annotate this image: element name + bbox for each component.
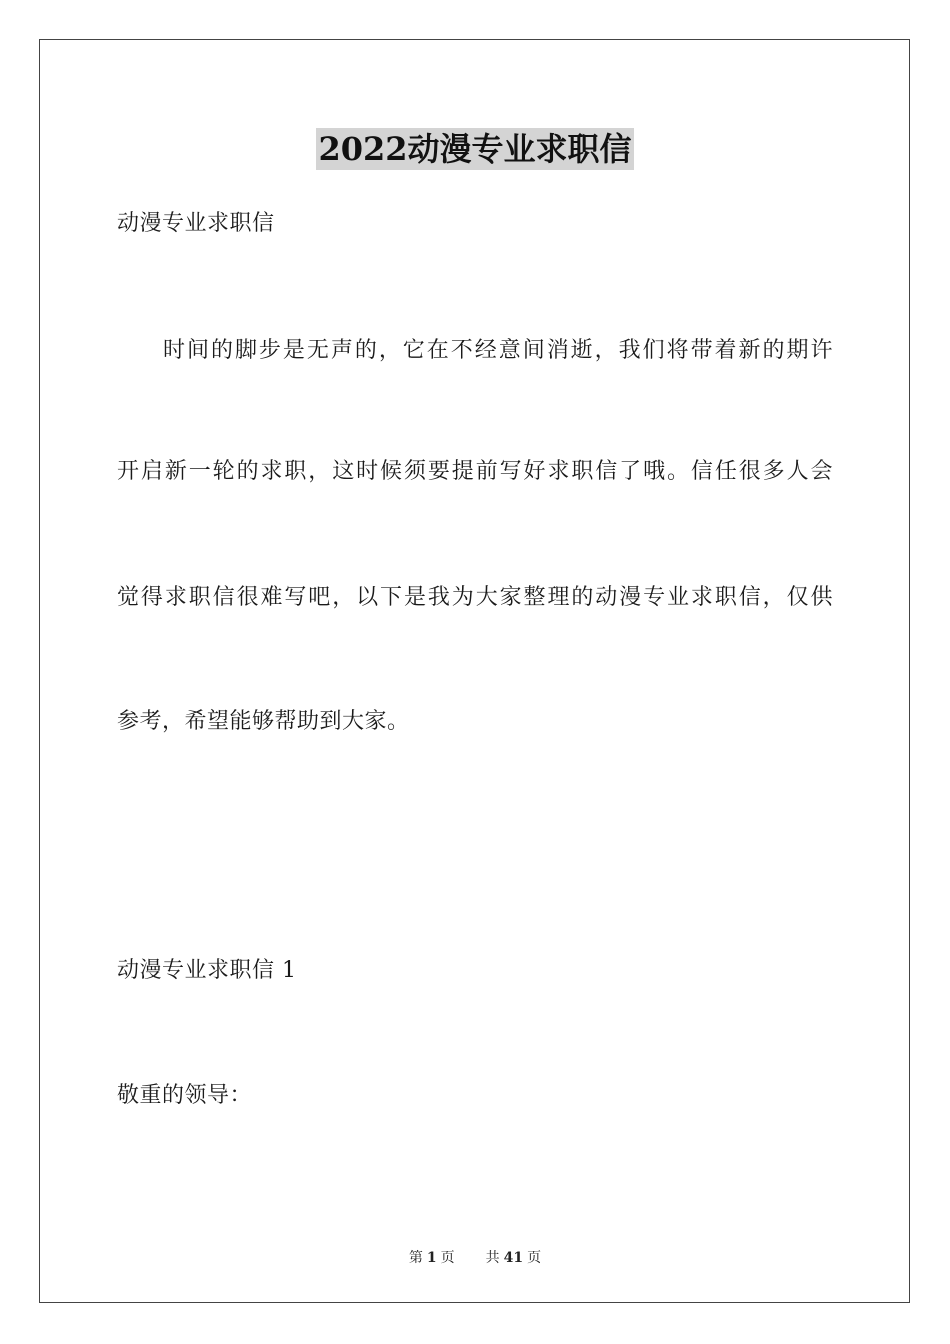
- title-wrap: [0, 128, 950, 170]
- salutation: 敬重的领导：: [117, 1083, 253, 1108]
- footer-total-pages: 41: [503, 1250, 524, 1266]
- intro-line-1: 时间的脚步是无声的，它在不经意间消逝，我们将带着新的期许: [163, 338, 833, 363]
- footer-page-number: 1: [426, 1250, 437, 1266]
- footer-page-suffix: 页: [440, 1250, 455, 1266]
- document-title: 2022动漫专业求职信: [318, 130, 632, 168]
- intro-line-3: 觉得求职信很难写吧，以下是我为大家整理的动漫专业求职信，仅供: [117, 585, 833, 610]
- page-footer: [0, 1247, 950, 1267]
- intro-line-4: 参考，希望能够帮助到大家。: [117, 709, 410, 734]
- footer-total-prefix: 共: [485, 1250, 500, 1266]
- section-heading: 动漫专业求职信 1: [117, 958, 297, 983]
- footer-total-suffix: 页: [527, 1250, 542, 1266]
- intro-line-2: 开启新一轮的求职，这时候须要提前写好求职信了哦。信任很多人会: [117, 459, 833, 484]
- document-subtitle: 动漫专业求职信: [117, 211, 275, 236]
- footer-page-prefix: 第: [408, 1250, 423, 1266]
